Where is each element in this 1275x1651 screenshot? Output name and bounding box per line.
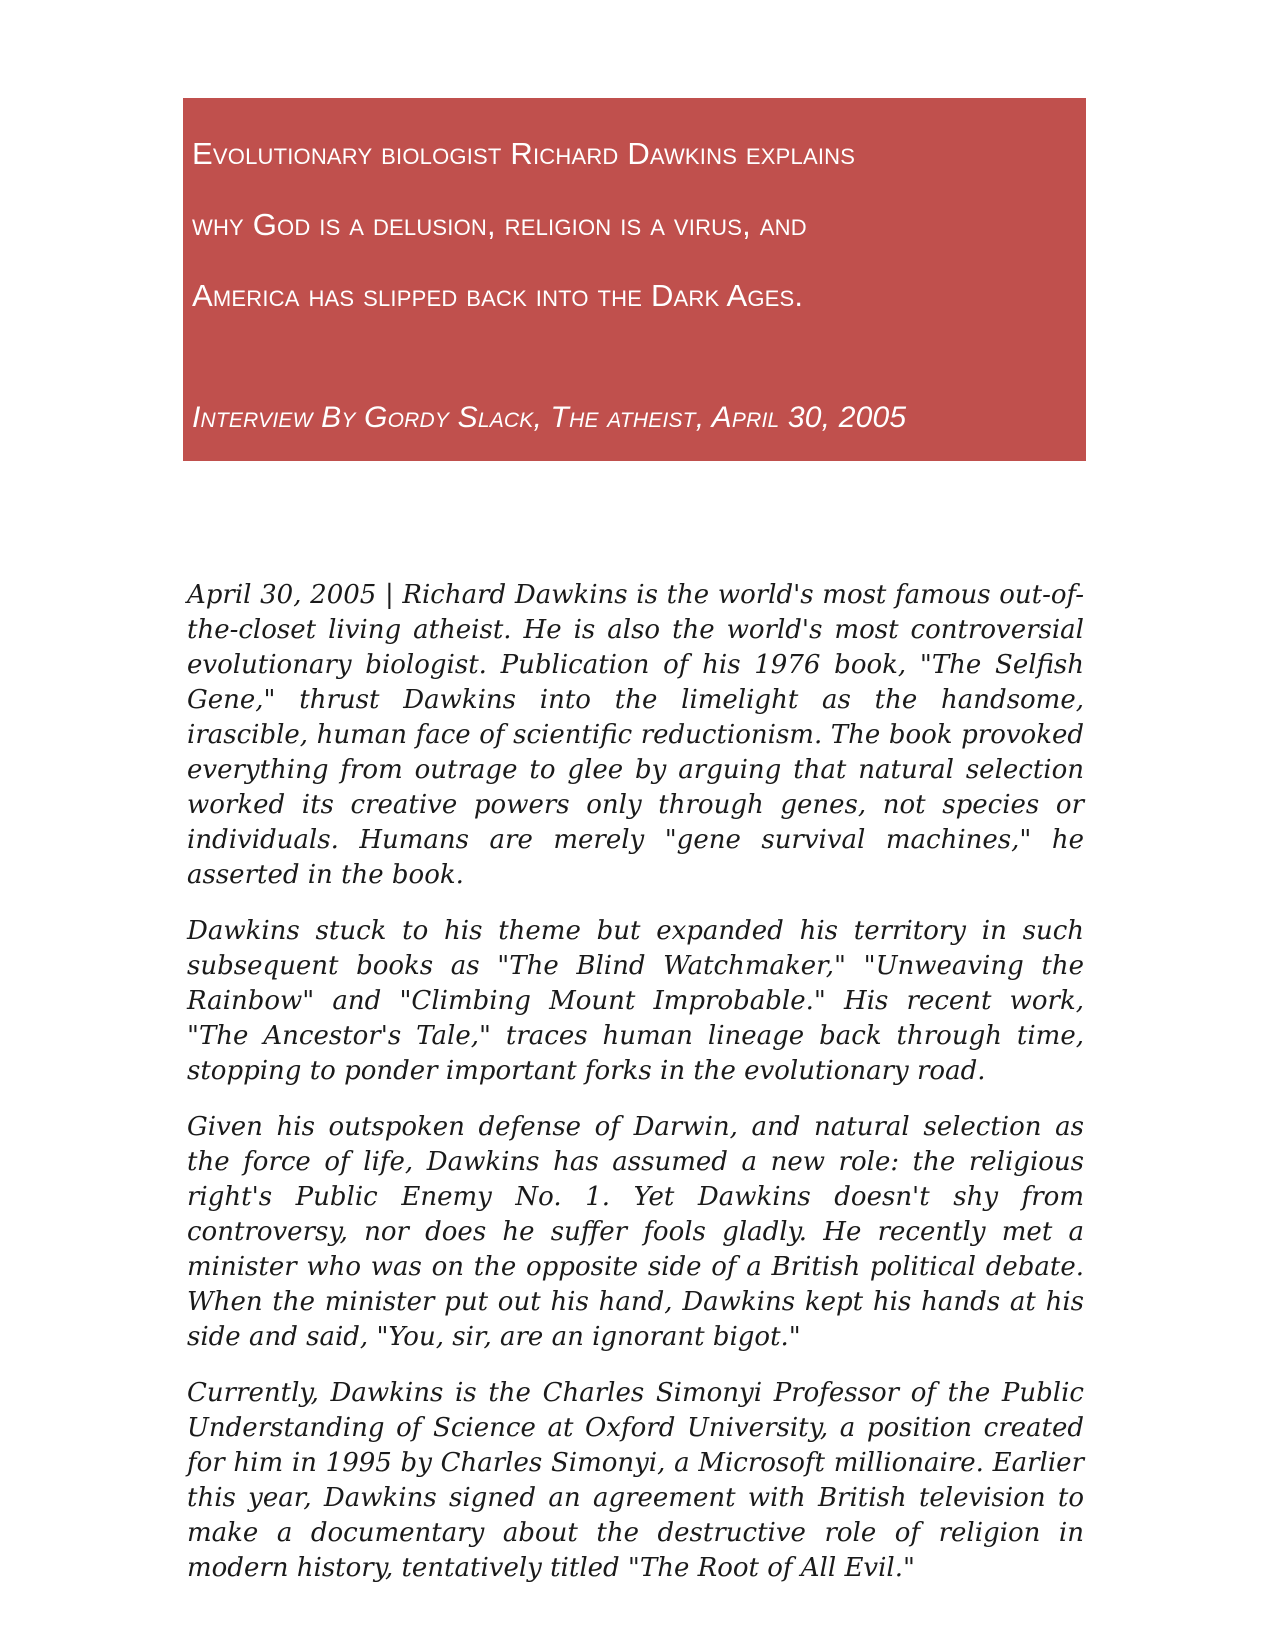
article-paragraph: Dawkins stuck to his theme but expanded his territory in such subsequent books as "The Blind Watchmaker," "Unweaving the Rainbow" and "Climbing Mount Improbable." His recent work, "The Ancestor's Tale," traces human lineage back through time, stopping to ponder important forks in the evolutionary road. [187, 916, 1084, 1086]
headline-line: Evolutionary biologist Richard Dawkins explains [192, 136, 856, 171]
article-paragraph: April 30, 2005 | Richard Dawkins is the world's most famous out-of-the-closet living atheist. He is also the world's most controversial evolutionary biologist. Publication of his 1976 book, "The Selfish Gene," thrust Dawkins into the limelight as the handsome, irascible, human face of scientific reductionism. The book provoked everything from outrage to glee by arguing that natural selection worked its creative powers only through genes, not species or individuals. Humans are merely "gene survival machines," he asserted in the book. [187, 580, 1084, 890]
headline-line: why God is a delusion, religion is a virus, and [192, 207, 807, 242]
byline: Interview By Gordy Slack, The atheist, April 30, 2005 [192, 401, 907, 434]
article-paragraph: Given his outspoken defense of Darwin, and natural selection as the force of life, Dawkins has assumed a new role: the religious right's Public Enemy No. 1. Yet Dawkins doesn't shy from controversy, nor does he suffer fools gladly. He recently met a minister who was on the opposite side of a British political debate. When the minister put out his hand, Dawkins kept his hands at his side and said, "You, sir, are an ignorant bigot." [187, 1112, 1084, 1352]
headline-line: America has slipped back into the Dark Ages. [192, 278, 804, 313]
title-banner [183, 98, 1086, 461]
article-body [187, 578, 1084, 1607]
headline [192, 118, 1068, 331]
article-paragraph: Currently, Dawkins is the Charles Simonyi Professor of the Public Understanding of Science at Oxford University, a position created for him in 1995 by Charles Simonyi, a Microsoft millionaire. Earlier this year, Dawkins signed an agreement with British television to make a documentary about the destructive role of religion in modern history, tentatively titled "The Root of All Evil." [187, 1378, 1084, 1583]
